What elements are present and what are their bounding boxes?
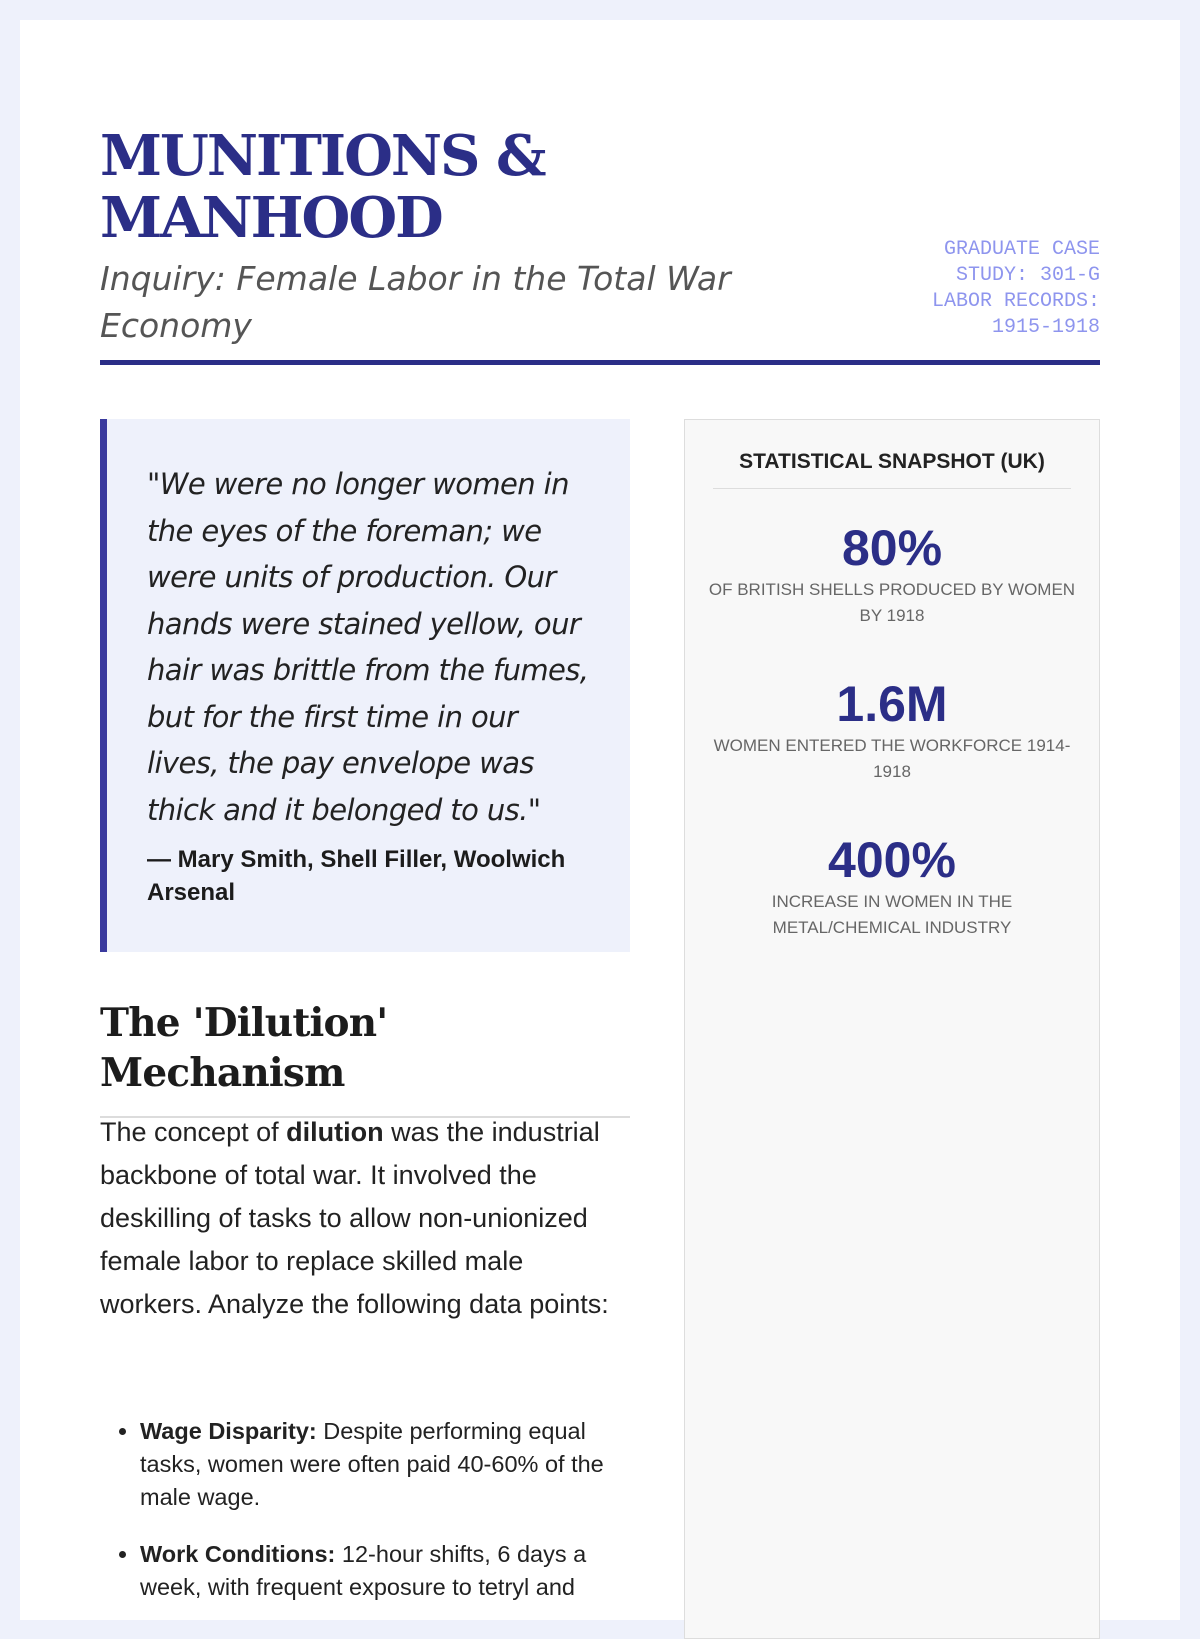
point-text: 12-hour shifts, 6 days a week, with frequent exposure to tetryl and [140, 1541, 587, 1600]
para-rest: was the industrial backbone of total war. It involved the deskilling of tasks to allow non-unionized female labor to replace skilled male workers. Analyze the following data points: [100, 1117, 609, 1319]
stat-label: WOMEN ENTERED THE WORKFORCE 1914-1918 [713, 736, 1071, 781]
case-study-id: GRADUATE CASE STUDY: 301-G [943, 238, 1100, 287]
point-label: Wage Disparity: [140, 1418, 317, 1444]
masthead [100, 125, 1100, 349]
page-title: MUNITIONS & MANHOOD [100, 123, 545, 251]
document-sheet [20, 20, 1180, 1620]
quote-attribution: — Mary Smith, Shell Filler, Woolwich Arsenal [147, 846, 566, 906]
dilution-paragraph [100, 1111, 630, 1326]
page-subtitle: Inquiry: Female Labor in the Total War Economy [100, 259, 731, 345]
testimony-quote [100, 419, 630, 952]
stats-heading: STATISTICAL SNAPSHOT (UK) [713, 448, 1071, 489]
stat-item [705, 675, 1079, 785]
stat-value: 1.6M [836, 676, 948, 732]
case-meta [860, 237, 1100, 341]
para-term: dilution [286, 1117, 384, 1147]
stat-value: 400% [828, 832, 956, 888]
labor-records-range: LABOR RECORDS: 1915-1918 [931, 290, 1100, 339]
quote-text: "We were no longer women in the eyes of the foreman; we were units of production. Our hands were stained yellow, our hair was brittle from the fumes, but for the first time in our lives, the pay envelope was thick and it belonged to us." [147, 467, 589, 827]
list-item [140, 1538, 630, 1604]
point-label: Work Conditions: [140, 1541, 336, 1567]
stat-item [705, 519, 1079, 629]
para-intro: The concept of [100, 1117, 287, 1147]
point-text: Despite performing equal tasks, women were often paid 40-60% of the male wage. [140, 1418, 604, 1510]
stat-item [705, 831, 1079, 941]
stat-label: OF BRITISH SHELLS PRODUCED BY WOMEN BY 1918 [708, 580, 1076, 625]
list-item [140, 1415, 630, 1514]
section-heading: The 'Dilution' Mechanism [100, 998, 630, 1118]
data-points-list [100, 1415, 630, 1628]
header-divider [100, 360, 1100, 365]
stat-value: 80% [841, 520, 943, 576]
stat-label: INCREASE IN WOMEN IN THE METAL/CHEMICAL INDUSTRY [771, 892, 1013, 937]
statistical-snapshot-panel [684, 419, 1100, 1639]
